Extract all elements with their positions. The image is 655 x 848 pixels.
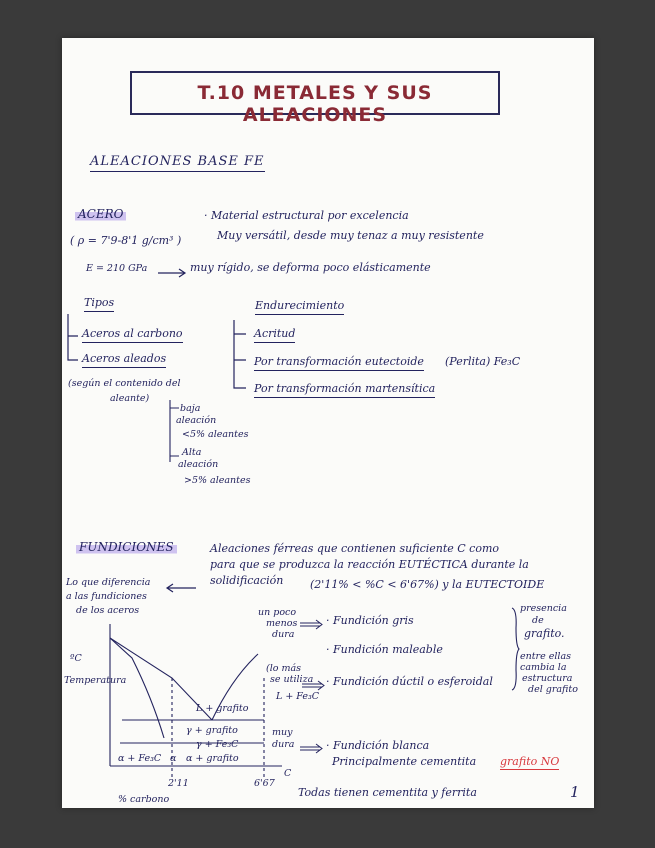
double-arrow-icon <box>300 620 324 628</box>
side-note-2: de <box>532 615 544 626</box>
poco-line3: dura <box>272 629 295 640</box>
region-alpha: α <box>170 753 177 764</box>
tipo-aceros-carbono: Aceros al carbono <box>82 328 183 343</box>
endurecimiento-acritud: Acritud <box>254 328 295 343</box>
region-l-fe3c: L + Fe₃C <box>276 691 320 702</box>
muy-line1: muy <box>272 727 293 738</box>
fe-c-phase-diagram <box>62 618 302 798</box>
fundiciones-heading: FUNDICIONES <box>76 541 177 555</box>
fundiciones-desc-2: para que se produzca la reacción EUTÉCTICA durante la <box>210 558 529 571</box>
tipos-branch-icon <box>66 314 82 370</box>
alta-label-3: >5% aleantes <box>184 475 251 486</box>
acero-heading: ACERO <box>75 208 126 222</box>
region-l-grafito: L + grafito <box>196 703 249 714</box>
baja-label-2: aleación <box>176 415 217 426</box>
acero-line2: Muy versátil, desde muy tenaz a muy resistente <box>217 229 484 242</box>
fundiciones-desc-1: Aleaciones férreas que contienen suficiente C como <box>210 542 500 555</box>
x-axis-c: C <box>284 768 292 779</box>
region-alpha-fe3c: α + Fe₃C <box>118 753 162 764</box>
section-heading: ALEACIONES BASE FE <box>90 155 265 172</box>
fundicion-gris: · Fundición gris <box>326 614 414 627</box>
density-formula: ( ρ = 7'9-8'1 g/cm³ ) <box>70 234 182 247</box>
fundiciones-desc-3a: solidificación <box>210 574 284 587</box>
principalmente-cementita: Principalmente cementita <box>332 755 477 768</box>
arrow-left-icon <box>166 584 196 592</box>
muy-line2: dura <box>272 739 295 750</box>
title-box <box>130 71 500 126</box>
fundicion-maleable: · Fundición maleable <box>326 643 443 656</box>
solidus-curve <box>110 638 164 738</box>
x-label: % carbono <box>118 794 170 805</box>
acero-line1: · Material estructural por excelencia <box>204 209 409 222</box>
tipos-heading: Tipos <box>84 297 114 312</box>
brace-icon <box>510 608 520 690</box>
y-label-temperatura: Temperatura <box>64 675 127 686</box>
fundiciones-desc-3b: (2'11% < %C < 6'67%) y la EUTECTOIDE <box>310 578 545 591</box>
mas-line2: se utiliza <box>270 674 314 685</box>
endurecimiento-eutectoide: Por transformación eutectoide <box>254 356 424 371</box>
tick-667: 6'67 <box>254 778 275 789</box>
region-gamma-grafito: γ + grafito <box>186 725 238 736</box>
page-title: T.10 METALES Y SUS ALEACIONES <box>197 82 433 126</box>
mas-line1: (lo más <box>266 663 302 674</box>
y-label-unit: ºC <box>70 653 82 664</box>
side-note-1: presencia <box>520 603 567 614</box>
arrow-icon <box>158 269 188 277</box>
endurecimiento-heading: Endurecimiento <box>255 300 344 315</box>
alta-label-1: Alta <box>182 447 202 458</box>
grafito-no: grafito NO <box>500 755 560 768</box>
perlita-note: (Perlita) Fe₃C <box>445 355 521 368</box>
double-arrow-icon <box>300 744 324 752</box>
diferencia-line2: a las fundiciones <box>66 591 147 602</box>
diferencia-line1: Lo que diferencia <box>66 577 151 588</box>
region-gamma-fe3c: γ + Fe₃C <box>196 739 239 750</box>
baja-label-3: <5% aleantes <box>182 429 249 440</box>
diferencia-line3: de los aceros <box>76 605 140 616</box>
baja-label-1: baja <box>180 403 201 414</box>
endurecimiento-martensitica: Por transformación martensítica <box>254 383 435 398</box>
side-note-4: entre ellas <box>520 651 571 662</box>
side-note-5: cambia la <box>520 662 567 673</box>
region-alpha-grafito: α + grafito <box>186 753 239 764</box>
tick-211: 2'11 <box>168 778 189 789</box>
double-arrow-icon <box>302 681 326 689</box>
side-note-3: grafito. <box>524 627 565 640</box>
acero-line3: muy rígido, se deforma poco elásticamente <box>190 261 431 274</box>
tipos-note-line2: aleante) <box>110 393 150 404</box>
fundicion-ductil: · Fundición dúctil o esferoidal <box>326 675 493 688</box>
side-note-7: del grafito <box>528 684 578 695</box>
side-note-6: estructura <box>522 673 573 684</box>
endurecimiento-branch-icon <box>232 320 252 404</box>
poco-line1: un poco <box>258 607 297 618</box>
notebook-page <box>62 38 594 808</box>
fundicion-blanca: · Fundición blanca <box>326 739 430 752</box>
alta-label-2: aleación <box>178 459 219 470</box>
todas-tienen: Todas tienen cementita y ferrita <box>298 786 477 799</box>
modulus: E = 210 GPa <box>86 263 148 274</box>
poco-line2: menos <box>266 618 298 629</box>
tipo-aceros-aleados: Aceros aleados <box>82 353 166 368</box>
page-number: 1 <box>570 783 580 801</box>
tipos-note-line1: (según el contenido del <box>68 378 181 389</box>
